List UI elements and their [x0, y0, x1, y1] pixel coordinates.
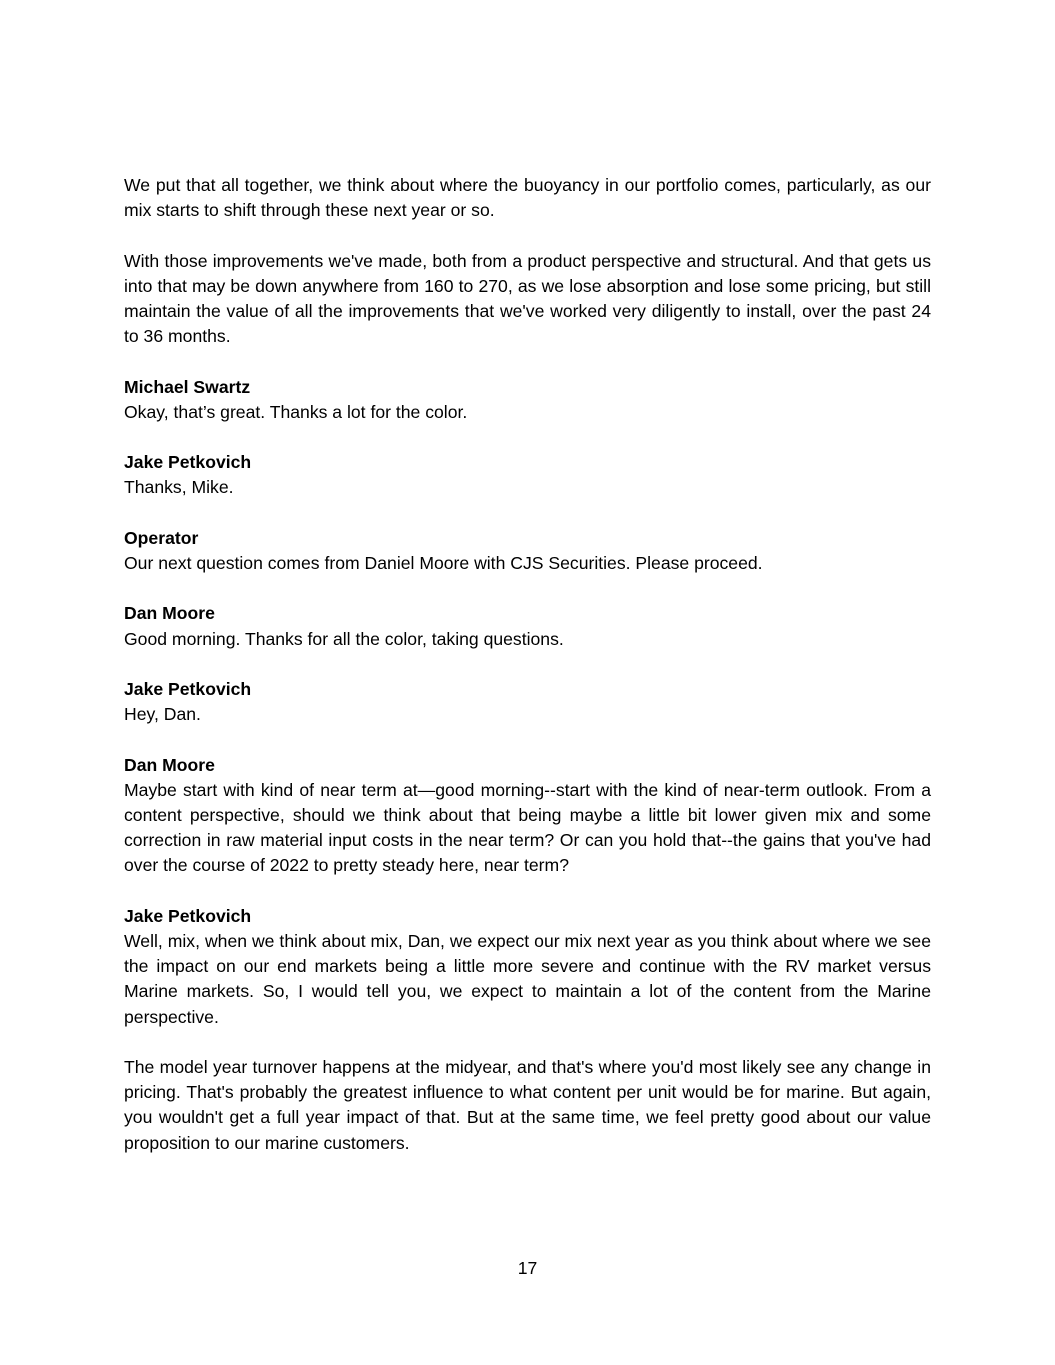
speaker-utterance: Okay, that’s great. Thanks a lot for the color.: [124, 401, 468, 422]
speaker-utterance: Well, mix, when we think about mix, Dan, we expect our mix next year as you think about where we see the impact on our end markets being a little more severe and continue with the RV market versus Marine markets. So, I would tell you, we expect to maintain a lot of the content from the Marine perspective.: [124, 930, 931, 1027]
speaker-utterance: Our next question comes from Daniel Moore with CJS Securities. Please proceed.: [124, 552, 763, 573]
speaker-turn: [124, 526, 931, 576]
speaker-name: Jake Petkovich: [124, 452, 252, 473]
paragraph: [124, 249, 931, 350]
speaker-name: Operator: [124, 527, 199, 548]
paragraph-text: The model year turnover happens at the midyear, and that's where you'd most likely see any change in pricing. That's probably the greatest influence to what content per unit would be for marine. But again, you wouldn't get a full year impact of that. But at the same time, we feel pretty good about our value proposition to our marine customers.: [124, 1056, 931, 1153]
paragraph-text: With those improvements we've made, both from a product perspective and structural. And that gets us into that may be down anywhere from 160 to 270, as we lose absorption and lose some pricing, but still maintain the value of all the improvements that we've worked very diligently to install, over the past 24 to 36 months.: [124, 250, 931, 347]
speaker-turn: [124, 375, 931, 425]
speaker-turn: [124, 753, 931, 879]
speaker-name: Jake Petkovich: [124, 905, 252, 926]
transcript-body: [124, 173, 931, 1181]
speaker-name: Dan Moore: [124, 754, 215, 775]
speaker-name: Jake Petkovich: [124, 678, 252, 699]
speaker-name: Michael Swartz: [124, 376, 251, 397]
speaker-utterance: Maybe start with kind of near term at—good morning--start with the kind of near-term outlook. From a content perspective, should we think about that being maybe a little bit lower given mix and some correction in raw material input costs in the near term? Or can you hold that--the gains that you've had over the course of 2022 to pretty steady here, near term?: [124, 779, 931, 876]
speaker-utterance: Hey, Dan.: [124, 704, 201, 725]
speaker-name: Dan Moore: [124, 603, 215, 624]
speaker-turn: [124, 904, 931, 1030]
speaker-turn: [124, 677, 931, 727]
page-number: 17: [517, 1258, 538, 1278]
speaker-turn: [124, 450, 931, 500]
paragraph-text: We put that all together, we think about where the buoyancy in our portfolio comes, particularly, as our mix starts to shift through these next year or so.: [124, 175, 931, 221]
speaker-utterance: Good morning. Thanks for all the color, taking questions.: [124, 628, 564, 649]
speaker-turn: [124, 601, 931, 651]
paragraph: [124, 1055, 931, 1156]
paragraph: [124, 173, 931, 223]
speaker-utterance: Thanks, Mike.: [124, 477, 234, 498]
